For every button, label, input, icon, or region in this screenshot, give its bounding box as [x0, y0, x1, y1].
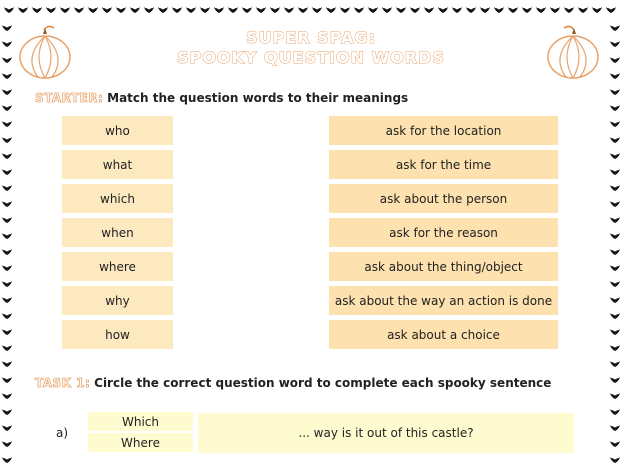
- starter-instruction: Match the question words to their meanings: [107, 91, 409, 105]
- bat-icon: [610, 200, 620, 207]
- bat-icon: [32, 6, 42, 13]
- bat-icon: [480, 6, 490, 13]
- bat-icon: [4, 6, 14, 13]
- bat-icon: [200, 6, 210, 13]
- bat-icon: [610, 456, 620, 463]
- title-line-2: SPOOKY QUESTION WORDS: [177, 48, 445, 67]
- question-word-which[interactable]: which: [62, 184, 173, 213]
- bat-icon: [2, 376, 12, 383]
- bat-icon: [116, 6, 126, 13]
- bat-icon: [550, 6, 560, 13]
- bat-icon: [610, 328, 620, 335]
- bat-icon: [610, 344, 620, 351]
- bat-icon: [2, 88, 12, 95]
- question-word-what[interactable]: what: [62, 150, 173, 179]
- bat-icon: [610, 392, 620, 399]
- starter-label: STARTER:: [35, 91, 104, 105]
- bat-icon: [2, 360, 12, 367]
- bat-icon: [228, 6, 238, 13]
- bat-icon: [610, 280, 620, 287]
- title-line-1: SUPER SPAG:: [246, 28, 376, 47]
- bat-icon: [2, 136, 12, 143]
- bat-icon: [2, 456, 12, 463]
- bat-icon: [610, 312, 620, 319]
- bat-icon: [610, 264, 620, 271]
- bat-icon: [2, 424, 12, 431]
- bat-icon: [578, 6, 588, 13]
- meaning-person[interactable]: ask about the person: [329, 184, 558, 213]
- bat-icon: [610, 232, 620, 239]
- bat-icon: [88, 6, 98, 13]
- task1-label: TASK 1:: [35, 376, 91, 390]
- bat-icon: [2, 328, 12, 335]
- bat-icon: [452, 6, 462, 13]
- bat-icon: [2, 152, 12, 159]
- bat-icon: [256, 6, 266, 13]
- bat-icon: [2, 168, 12, 175]
- bat-icon: [18, 6, 28, 13]
- question-word-how[interactable]: how: [62, 320, 173, 349]
- bat-icon: [610, 296, 620, 303]
- bat-icon: [610, 424, 620, 431]
- bat-icon: [2, 344, 12, 351]
- bat-icon: [2, 280, 12, 287]
- meaning-location[interactable]: ask for the location: [329, 116, 558, 145]
- bat-icon: [242, 6, 252, 13]
- item-a-letter: a): [56, 426, 69, 440]
- bat-icon: [326, 6, 336, 13]
- bat-icon: [610, 248, 620, 255]
- option-where[interactable]: Where: [88, 433, 193, 452]
- meaning-time[interactable]: ask for the time: [329, 150, 558, 179]
- bat-icon: [494, 6, 504, 13]
- bat-icon: [2, 104, 12, 111]
- bat-icon: [610, 72, 620, 79]
- bat-icon: [2, 440, 12, 447]
- bat-icon: [396, 6, 406, 13]
- question-word-where[interactable]: where: [62, 252, 173, 281]
- bat-icon: [2, 312, 12, 319]
- bat-icon: [46, 6, 56, 13]
- bat-icon: [2, 232, 12, 239]
- bat-icon: [438, 6, 448, 13]
- bat-icon: [270, 6, 280, 13]
- bat-icon: [158, 6, 168, 13]
- bat-icon: [214, 6, 224, 13]
- task1-heading: [35, 376, 551, 390]
- bat-icon: [610, 408, 620, 415]
- meaning-thing-object[interactable]: ask about the thing/object: [329, 252, 558, 281]
- bat-icon: [606, 6, 616, 13]
- bat-icon: [610, 136, 620, 143]
- bat-icon: [2, 264, 12, 271]
- bat-icon: [382, 6, 392, 13]
- question-word-when[interactable]: when: [62, 218, 173, 247]
- bat-icon: [610, 104, 620, 111]
- meaning-reason[interactable]: ask for the reason: [329, 218, 558, 247]
- bat-icon: [354, 6, 364, 13]
- question-word-why[interactable]: why: [62, 286, 173, 315]
- bat-icon: [2, 72, 12, 79]
- bat-icon: [2, 296, 12, 303]
- bat-icon: [610, 216, 620, 223]
- bat-icon: [2, 184, 12, 191]
- task1-instruction: Circle the correct question word to complete each spooky sentence: [94, 376, 552, 390]
- bat-icon: [610, 152, 620, 159]
- bat-icon: [536, 6, 546, 13]
- bat-icon: [2, 120, 12, 127]
- option-which[interactable]: Which: [88, 412, 193, 431]
- meaning-way[interactable]: ask about the way an action is done: [329, 286, 558, 315]
- bat-icon: [102, 6, 112, 13]
- bat-icon: [410, 6, 420, 13]
- bat-icon: [2, 408, 12, 415]
- bat-icon: [610, 120, 620, 127]
- bat-icon: [592, 6, 602, 13]
- bat-icon: [610, 440, 620, 447]
- bat-icon: [2, 216, 12, 223]
- bat-icon: [2, 200, 12, 207]
- bat-icon: [610, 168, 620, 175]
- bat-icon: [508, 6, 518, 13]
- bat-icon: [368, 6, 378, 13]
- bat-icon: [610, 88, 620, 95]
- bat-icon: [186, 6, 196, 13]
- bat-icon: [312, 6, 322, 13]
- bat-icon: [610, 360, 620, 367]
- starter-heading: [35, 91, 408, 105]
- bat-icon: [2, 248, 12, 255]
- bat-icon: [130, 6, 140, 13]
- bat-icon: [298, 6, 308, 13]
- bat-icon: [340, 6, 350, 13]
- bat-icon: [610, 184, 620, 191]
- question-word-who[interactable]: who: [62, 116, 173, 145]
- bat-icon: [144, 6, 154, 13]
- bat-icon: [60, 6, 70, 13]
- bat-icon: [522, 6, 532, 13]
- item-a-sentence: ... way is it out of this castle?: [198, 413, 574, 453]
- bat-icon: [564, 6, 574, 13]
- bat-icon: [74, 6, 84, 13]
- bat-icon: [466, 6, 476, 13]
- bat-icon: [284, 6, 294, 13]
- bat-icon: [172, 6, 182, 13]
- bat-icon: [2, 392, 12, 399]
- bat-icon: [610, 376, 620, 383]
- bat-icon: [424, 6, 434, 13]
- meaning-choice[interactable]: ask about a choice: [329, 320, 558, 349]
